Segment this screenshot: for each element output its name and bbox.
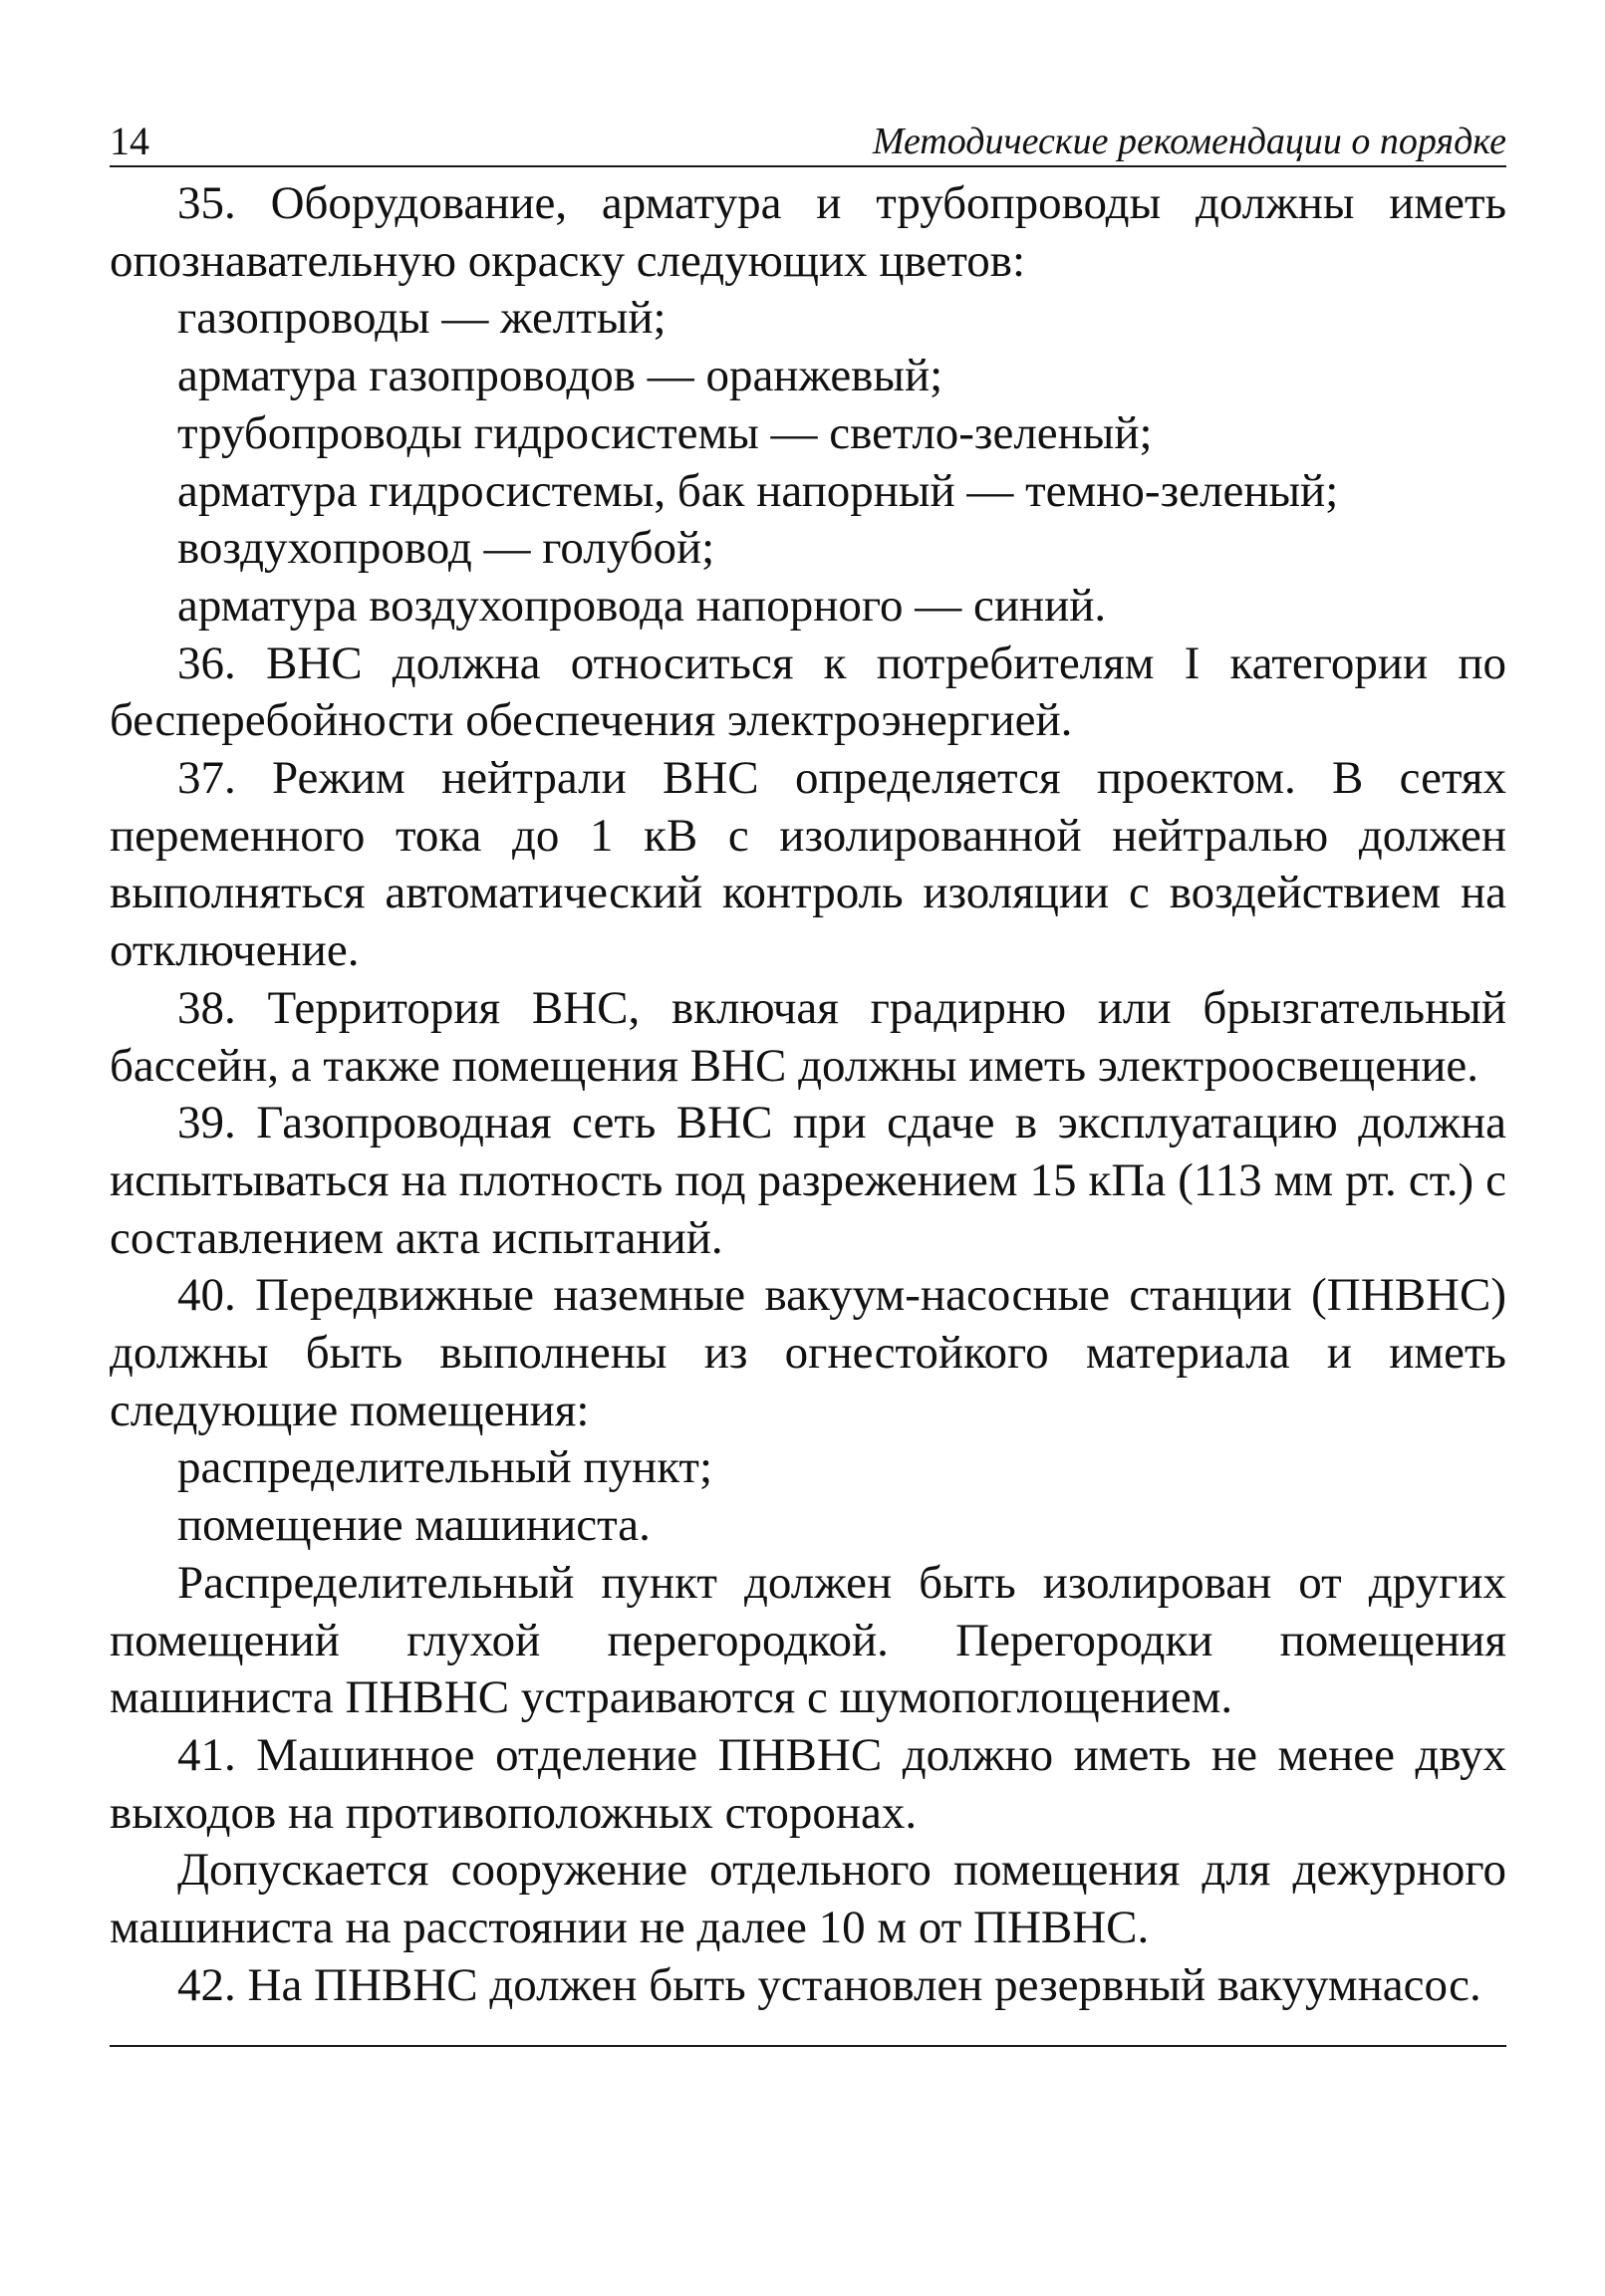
paragraph-42: 42. На ПНВНС должен быть установлен резервный вакуумнасос. [177,1958,1481,2011]
paragraph-39: 39. Газопроводная сеть ВНС при сдаче в эксплуатацию должна испытываться на плотность под разрежением 15 кПа (113 мм рт. ст.) с составлением акта испытаний. [110,1097,1506,1264]
paragraph-41: 41. Машинное отделение ПНВНС должно иметь не менее двух выходов на противоположных сторонах. [110,1728,1506,1839]
paragraph-36: 36. ВНС должна относиться к потребителям I категории по бесперебойности обеспечения электроэнергией. [110,637,1506,747]
paragraph-35: 35. Оборудование, арматура и трубопроводы должны иметь опознавательную окраску следующих цветов: [110,177,1506,287]
list-item: арматура воздухопровода напорного — синий. [177,579,1107,632]
running-head [110,110,1506,167]
body-text [110,175,1506,2015]
running-title: Методические рекомендации о порядке [872,121,1506,162]
list-item: распределительный пункт; [177,1441,713,1494]
page-number: 14 [110,119,149,163]
list-item: воздухопровод — голубой; [177,522,715,575]
paragraph-41-note: Допускается сооружение отдельного помещения для дежурного машиниста на расстоянии не далее 10 м от ПНВНС. [110,1844,1506,1954]
bottom-rule [110,2045,1506,2047]
paragraph-38: 38. Территория ВНС, включая градирню или брызгательный бассейн, а также помещения ВНС должны иметь электроосвещение. [110,981,1506,1092]
list-item: арматура гидросистемы, бак напорный — темно-зеленый; [177,464,1339,517]
list-item: арматура газопроводов — оранжевый; [177,350,943,402]
list-item: помещение машиниста. [177,1499,651,1552]
document-page [110,110,1506,2047]
list-item: газопроводы — желтый; [177,292,667,345]
list-item: трубопроводы гидросистемы — светло-зеленый; [177,406,1153,459]
paragraph-40-note: Распределительный пункт должен быть изолирован от других помещений глухой перегородкой. Перегородки помещения машиниста ПНВНС устраиваются с шумопоглощением. [110,1556,1506,1724]
paragraph-40: 40. Передвижные наземные вакуум-насосные станции (ПНВНС) должны быть выполнены из огнестойкого материала и иметь следующие помещения: [110,1269,1506,1436]
paragraph-37: 37. Режим нейтрали ВНС определяется проектом. В сетях переменного тока до 1 кВ с изолированной нейтралью должен выполняться автоматический контроль изоляции с воздействием на отключение. [110,752,1506,977]
